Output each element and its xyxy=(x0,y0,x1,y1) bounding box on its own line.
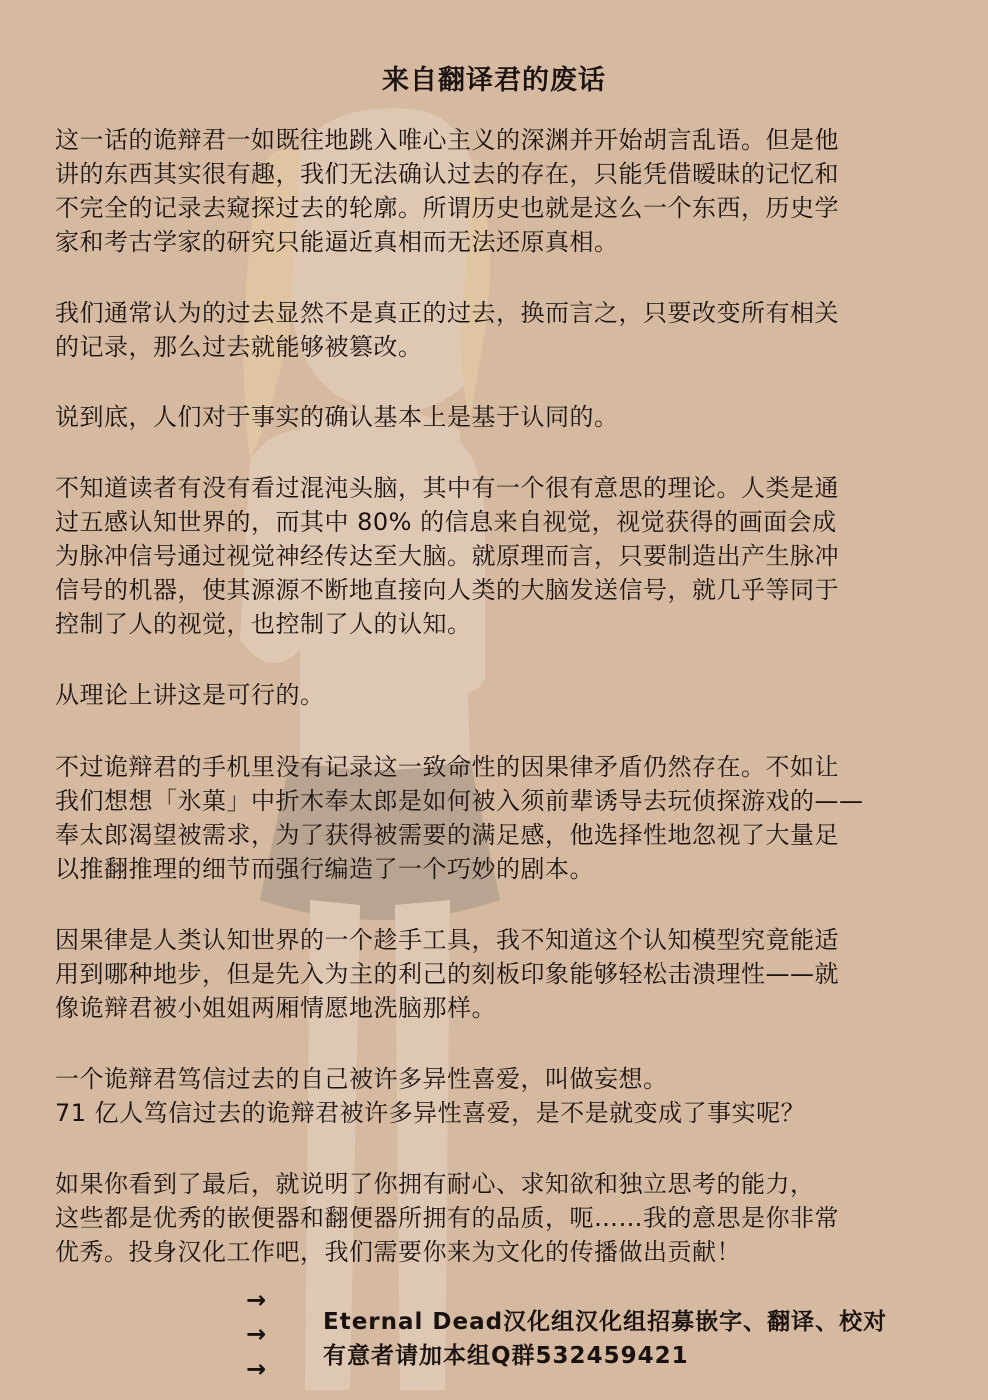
arrow-right-icon: → xyxy=(246,1320,267,1348)
paragraph-2-line-1: 我们通常认为的过去显然不是真正的过去，换而言之，只要改变所有相关 xyxy=(55,299,839,327)
arrow-right-icon: → xyxy=(246,1355,267,1383)
paragraph-6-line-1: 不过诡辩君的手机里没有记录这一致命性的因果律矛盾仍然存在。不如让 xyxy=(55,753,839,781)
paragraph-9-line-3: 优秀。投身汉化工作吧，我们需要你来为文化的传播做出贡献！ xyxy=(55,1238,741,1266)
arrow-right-icon: → xyxy=(246,1286,267,1314)
paragraph-8-line-1: 一个诡辩君笃信过去的自己被许多异性喜爱，叫做妄想。 xyxy=(55,1065,668,1093)
paragraph-6-line-3: 奉太郎渴望被需求，为了获得被需要的满足感，他选择性地忽视了大量足 xyxy=(55,821,839,849)
paragraph-1-line-1: 这一话的诡辩君一如既往地跳入唯心主义的深渊并开始胡言乱语。但是他 xyxy=(55,126,839,154)
paragraph-4-line-2: 过五感认知世界的，而其中 80% 的信息来自视觉，视觉获得的画面会成 xyxy=(55,508,837,536)
paragraph-5-line-1: 从理论上讲这是可行的。 xyxy=(55,681,325,709)
paragraph-4-line-3: 为脉冲信号通过视觉神经传达至大脑。就原理而言，只要制造出产生脉冲 xyxy=(55,542,839,570)
paragraph-4-line-4: 信号的机器，使其源源不断地直接向人类的大脑发送信号，就几乎等同于 xyxy=(55,576,839,604)
paragraph-7-line-3: 像诡辩君被小姐姐两厢情愿地洗脑那样。 xyxy=(55,994,496,1022)
paragraph-9-line-1: 如果你看到了最后，就说明了你拥有耐心、求知欲和独立思考的能力， xyxy=(55,1170,815,1198)
paragraph-1-line-2: 讲的东西其实很有趣，我们无法确认过去的存在，只能凭借暧昧的记忆和 xyxy=(55,160,839,188)
paragraph-1-line-3: 不完全的记录去窥探过去的轮廓。所谓历史也就是这么一个东西，历史学 xyxy=(55,194,839,222)
page-title: 来自翻译君的废话 xyxy=(382,65,606,96)
paragraph-8-line-2: 71 亿人笃信过去的诡辩君被许多异性喜爱，是不是就变成了事实呢？ xyxy=(55,1099,806,1127)
paragraph-9-line-2: 这些都是优秀的嵌便器和翻便器所拥有的品质，呃……我的意思是你非常 xyxy=(55,1204,839,1232)
paragraph-6-line-4: 以推翻推理的细节而强行编造了一个巧妙的剧本。 xyxy=(55,855,594,883)
qq-group-line: 有意者请加本组Q群532459421 xyxy=(323,1343,689,1369)
paragraph-7-line-2: 用到哪种地步，但是先入为主的利己的刻板印象能够轻松击溃理性——就 xyxy=(55,960,839,988)
paragraph-7-line-1: 因果律是人类认知世界的一个趁手工具，我不知道这个认知模型究竟能适 xyxy=(55,926,839,954)
recruitment-line: Eternal Dead汉化组汉化组招募嵌字、翻译、校对 xyxy=(323,1309,888,1335)
paragraph-6-line-2: 我们想想「氷菓」中折木奉太郎是如何被入须前辈诱导去玩侦探游戏的—— xyxy=(55,787,864,815)
paragraph-1-line-4: 家和考古学家的研究只能逼近真相而无法还原真相。 xyxy=(55,228,619,256)
paragraph-4-line-5: 控制了人的视觉，也控制了人的认知。 xyxy=(55,610,472,638)
paragraph-2-line-2: 的记录，那么过去就能够被篡改。 xyxy=(55,333,423,361)
paragraph-3-line-1: 说到底，人们对于事实的确认基本上是基于认同的。 xyxy=(55,403,619,431)
paragraph-4-line-1: 不知道读者有没有看过混沌头脑，其中有一个很有意思的理论。人类是通 xyxy=(55,474,839,502)
